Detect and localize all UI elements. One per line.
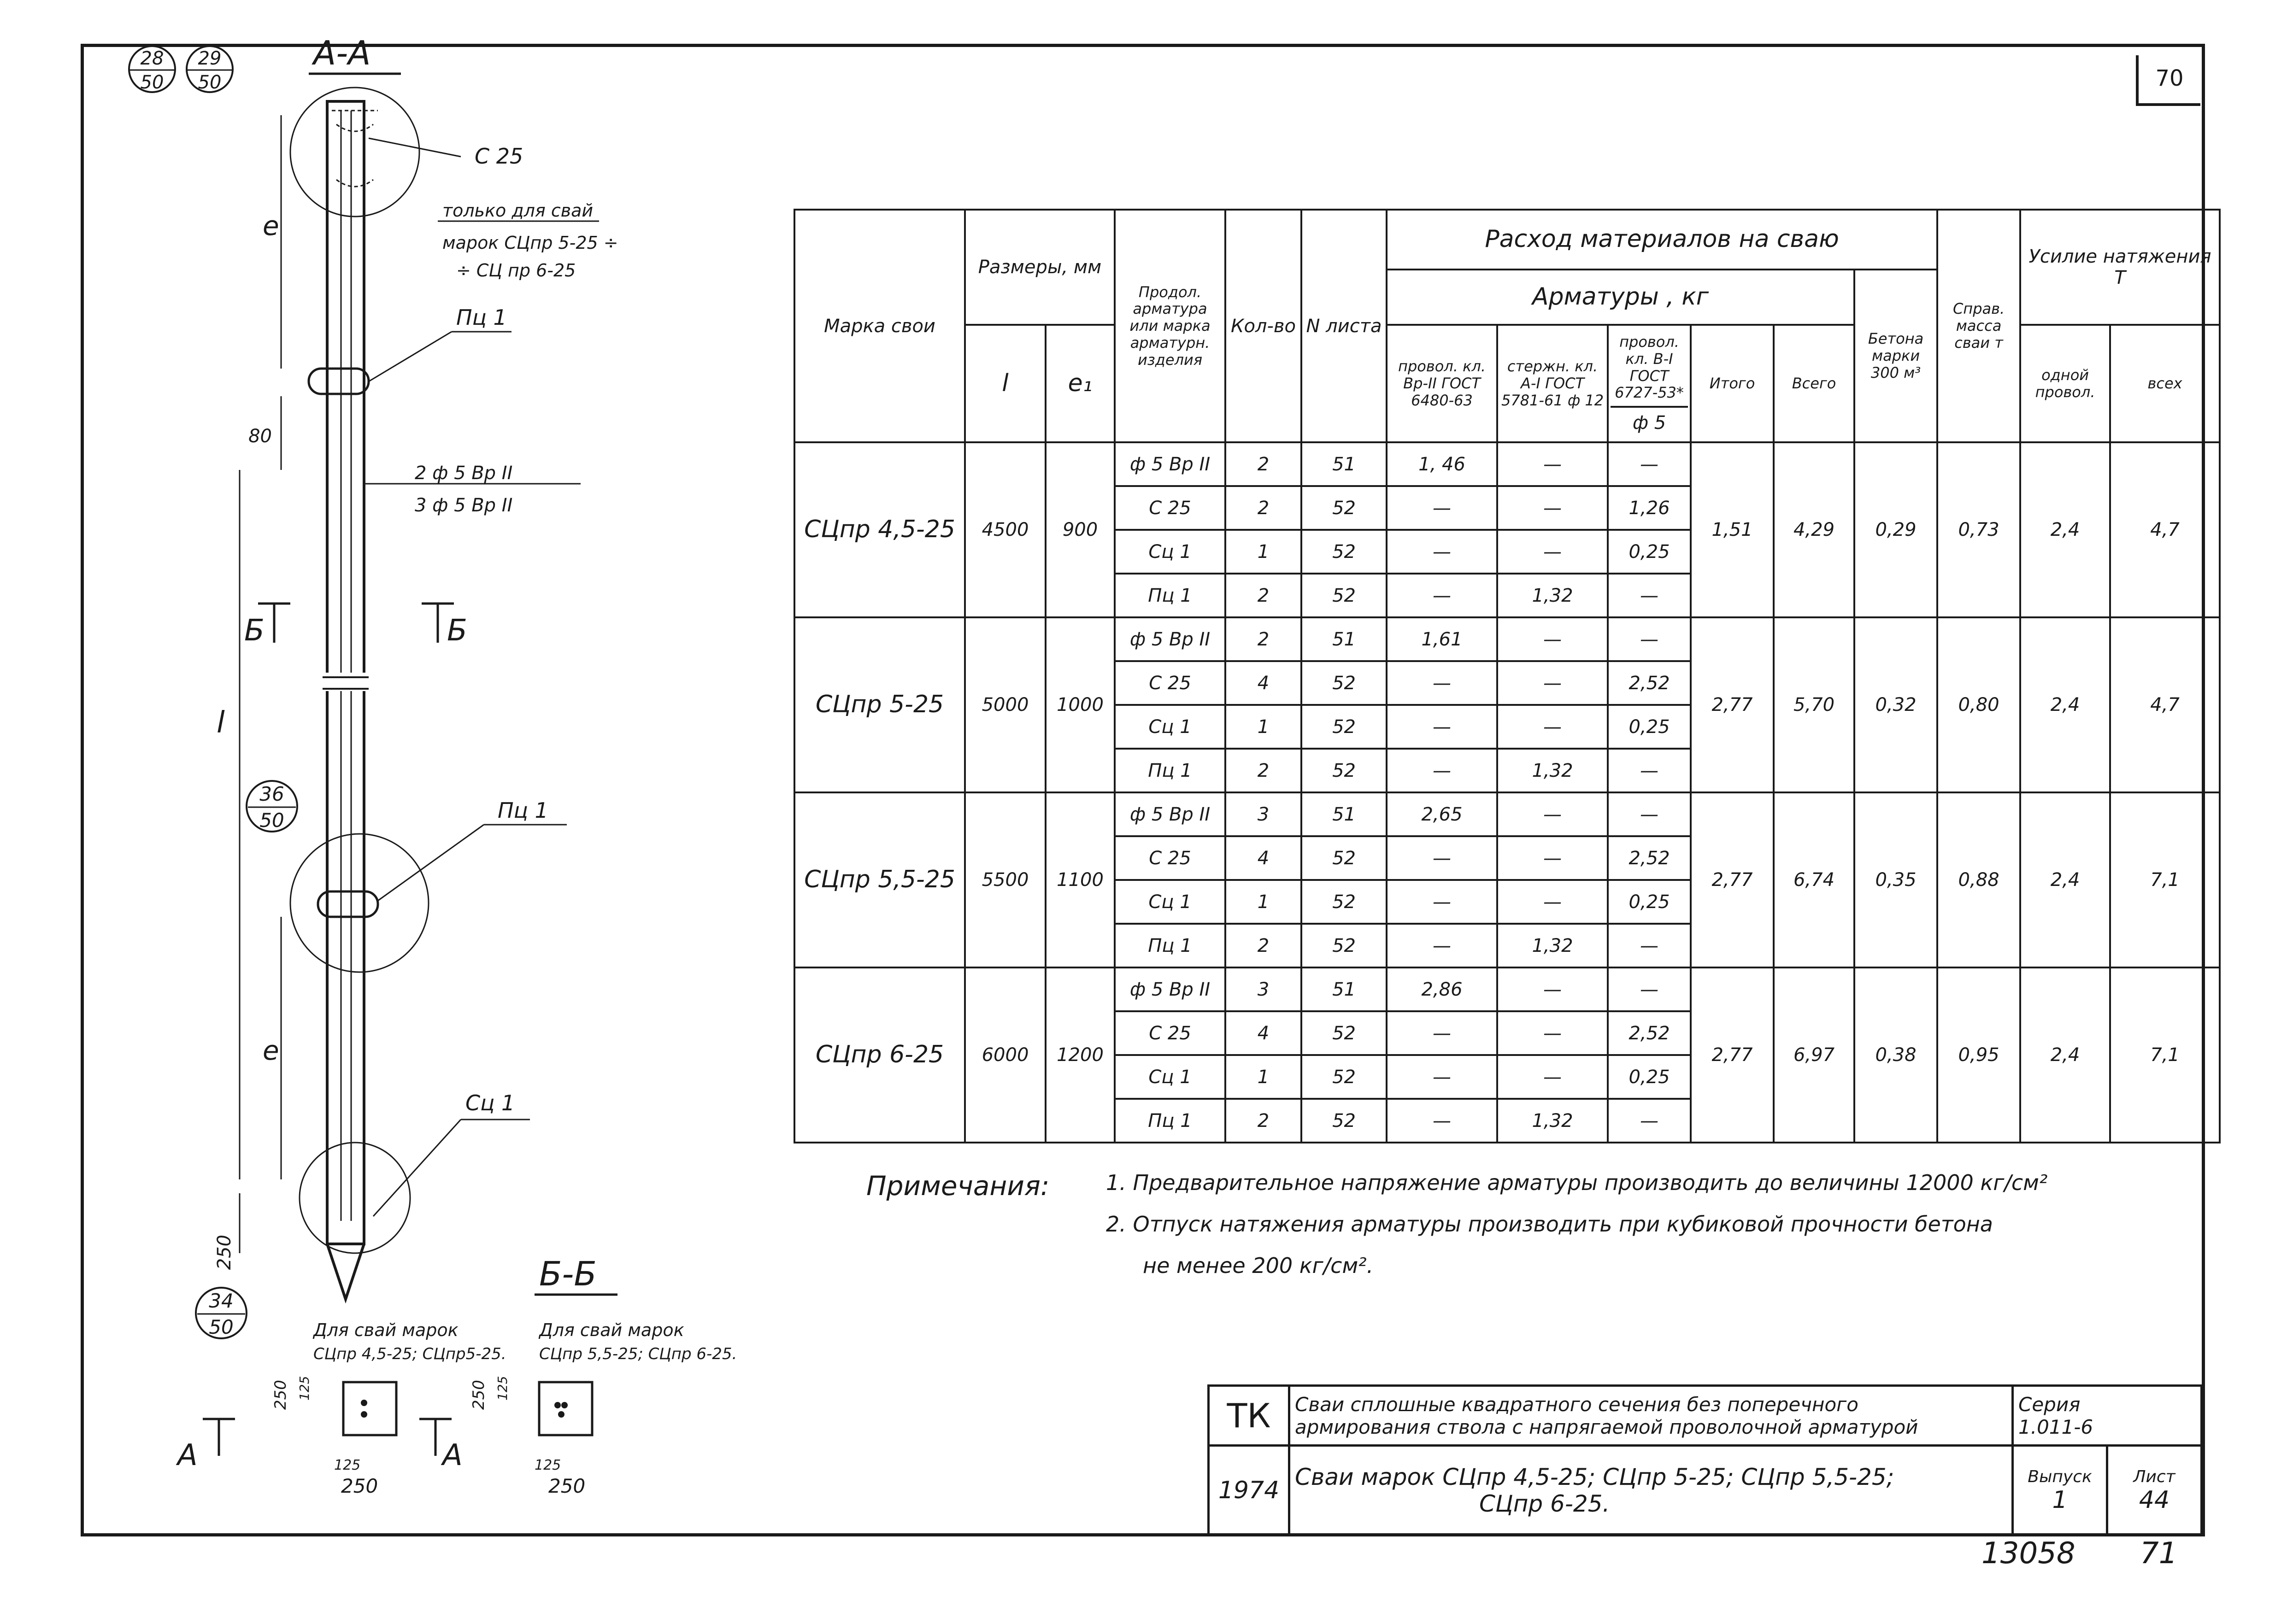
dim-e-top: e [263,210,279,241]
cell-wire: — [1387,530,1497,574]
sec2-dim-250: 250 [548,1475,586,1497]
cell-l: 6000 [965,967,1046,1143]
header-mark: Марка свои [794,210,965,442]
section-aa-title: А-А [313,34,371,72]
section1-caption-2: СЦпр 4,5-25; СЦпр5-25. [313,1345,506,1363]
cell-f5: 1,26 [1608,486,1691,530]
cell-mark: СЦпр 6-25 [794,967,965,1143]
cell-item: Сц 1 [1115,1055,1225,1099]
cell-rod: 1,32 [1497,924,1608,967]
cell-wire: 2,65 [1387,792,1497,836]
cell-qty: 2 [1225,486,1301,530]
cell-wire: — [1387,1055,1497,1099]
cell-f5: — [1608,749,1691,792]
dim-80: 80 [248,426,272,447]
cell-f5: 2,52 [1608,836,1691,880]
sheet-number: 70 [2155,65,2184,91]
cell-sheet: 52 [1301,1055,1387,1099]
header-wire: провол. кл. Вр-II ГОСТ 6480-63 [1387,325,1497,442]
cell-sheet: 52 [1301,661,1387,705]
cell-all: 7,1 [2110,967,2220,1143]
cell-vsego: 6,97 [1774,967,1854,1143]
cell-wire: — [1387,574,1497,617]
cell-qty: 4 [1225,1011,1301,1055]
cell-item: Пц 1 [1115,1099,1225,1143]
header-rod: стержн. кл. А-I ГОСТ 5781-61 ф 12 [1497,325,1608,442]
title-line-2: армирования ствола с напрягаемой проволочной арматурой [1295,1415,1918,1438]
cell-qty: 1 [1225,705,1301,749]
cell-item: Сц 1 [1115,880,1225,924]
cell-vsego: 5,70 [1774,617,1854,792]
cell-qty: 1 [1225,530,1301,574]
label-sts1: Сц 1 [465,1090,515,1115]
cell-concrete: 0,29 [1854,442,1937,617]
cell-item: С 25 [1115,661,1225,705]
note-line-2: 2. Отпуск натяжения арматуры производить при кубиковой прочности бетона [1106,1212,1993,1237]
cell-l: 4500 [965,442,1046,617]
cell-sheet: 52 [1301,486,1387,530]
note-line-1: 1. Предварительное напряжение арматуры производить до величины 12000 кг/см² [1106,1170,2048,1195]
cell-sheet: 52 [1301,1011,1387,1055]
cell-rod: — [1497,705,1608,749]
cell-rod: — [1497,617,1608,661]
org-code: ТК [1209,1386,1289,1446]
sheet-cell [2107,1446,2202,1536]
cell-wire: 1, 46 [1387,442,1497,486]
materials-table [794,209,2221,1143]
bubble-34-top: 34 [209,1290,234,1312]
bubble-36-bottom: 50 [259,809,284,832]
page-number: 71 [2140,1536,2178,1571]
cell-concrete: 0,32 [1854,617,1937,792]
cell-rod: — [1497,967,1608,1011]
cell-rod: 1,32 [1497,574,1608,617]
section2-caption-2: СЦпр 5,5-25; СЦпр 6-25. [539,1345,737,1363]
cell-f5: 0,25 [1608,1055,1691,1099]
cell-rod: — [1497,486,1608,530]
cell-sheet: 51 [1301,617,1387,661]
cell-l: 5000 [965,617,1046,792]
table-row [794,792,2220,836]
cell-rod: 1,32 [1497,749,1608,792]
header-sheet: N листа [1301,210,1387,442]
cell-sheet: 51 [1301,967,1387,1011]
cell-item: Пц 1 [1115,749,1225,792]
subtitle-line-1: Сваи марок СЦпр 4,5-25; СЦпр 5-25; СЦпр 5,5-25; [1295,1464,1894,1490]
bubble-36-50 [247,781,297,832]
bubble-29-bottom: 50 [198,72,222,93]
label-marks-1: марок СЦпр 5-25 ÷ [442,233,618,253]
cell-item: ф 5 Вр II [1115,967,1225,1011]
dim-e-bottom: e [263,1035,279,1066]
cell-rod: — [1497,442,1608,486]
note-line-3: не менее 200 кг/см². [1143,1253,1374,1278]
cell-rod: — [1497,880,1608,924]
cell-f5: — [1608,574,1691,617]
bubble-34-bottom: 50 [209,1316,234,1338]
label-marks-2: ÷ СЦ пр 6-25 [456,260,576,281]
cell-all: 4,7 [2110,617,2220,792]
header-tension: Усилие натяжения Т [2020,210,2220,325]
cell-e: 1100 [1046,792,1115,967]
cell-wire: — [1387,1011,1497,1055]
header-wire-b-label: провол. кл. В-I ГОСТ 6727-53* [1615,333,1684,402]
cell-itogo: 1,51 [1691,442,1774,617]
sec1-dim-250: 250 [341,1475,378,1497]
archive-number: 13058 [1981,1536,2075,1571]
series-cell [2013,1386,2202,1446]
cell-all: 7,1 [2110,792,2220,967]
cell-item: Сц 1 [1115,530,1225,574]
dim-l: l [217,706,225,740]
cell-all: 4,7 [2110,442,2220,617]
title-line-1: Сваи сплошные квадратного сечения без поперечного [1295,1393,1858,1416]
header-tension-all: всех [2110,325,2220,442]
cell-item: ф 5 Вр II [1115,442,1225,486]
mark-b-left: Б [244,614,265,648]
cell-rod: 1,32 [1497,1099,1608,1143]
sheet-value: 44 [2139,1486,2170,1514]
cell-vsego: 6,74 [1774,792,1854,967]
cell-concrete: 0,38 [1854,967,1937,1143]
header-tension-one: одной провол. [2020,325,2110,442]
cell-item: С 25 [1115,836,1225,880]
cell-rod: — [1497,661,1608,705]
cell-item: ф 5 Вр II [1115,617,1225,661]
header-vsego: Всего [1774,325,1854,442]
cell-e: 900 [1046,442,1115,617]
sec2-dim-125: 125 [535,1457,561,1473]
cell-one: 2,4 [2020,617,2110,792]
cell-rod: — [1497,792,1608,836]
bubble-28-50 [129,46,175,93]
cell-f5: 2,52 [1608,1011,1691,1055]
cell-mark: СЦпр 4,5-25 [794,442,965,617]
cell-mass: 0,88 [1937,792,2020,967]
cell-mark: СЦпр 5,5-25 [794,792,965,967]
label-rebar-1: 2 ф 5 Вр II [415,463,513,484]
header-sizes: Размеры, мм [965,210,1115,325]
cell-concrete: 0,35 [1854,792,1937,967]
archive-numbers [1981,1536,2177,1571]
pile-drawing [0,0,793,1520]
table-row [794,967,2220,1011]
section-bb-title: Б-Б [539,1255,597,1293]
mark-a-right: А [442,1438,463,1472]
header-qty: Кол-во [1225,210,1301,442]
label-pts1-lower: Пц 1 [498,798,548,823]
label-c25: С 25 [475,144,523,169]
sheet-label: Лист [2133,1467,2175,1486]
title-main [1289,1386,2013,1446]
cell-one: 2,4 [2020,442,2110,617]
section-square-1 [343,1382,396,1435]
issue-label: Выпуск [2028,1467,2092,1486]
cell-rod: — [1497,1055,1608,1099]
cell-f5: 2,52 [1608,661,1691,705]
cell-f5: — [1608,967,1691,1011]
cell-sheet: 52 [1301,836,1387,880]
cell-wire: 2,86 [1387,967,1497,1011]
bubble-34-50 [196,1288,247,1338]
cell-mass: 0,95 [1937,967,2020,1143]
cell-wire: — [1387,749,1497,792]
cell-f5: 0,25 [1608,880,1691,924]
sec1-dim-125: 125 [334,1457,361,1473]
cell-qty: 2 [1225,574,1301,617]
cell-vsego: 4,29 [1774,442,1854,617]
issue-value: 1 [2052,1486,2068,1514]
bubble-36-top: 36 [259,783,284,805]
cell-f5: 0,25 [1608,530,1691,574]
header-itogo: Итого [1691,325,1774,442]
cell-sheet: 51 [1301,792,1387,836]
cell-qty: 1 [1225,1055,1301,1099]
cell-f5: 0,25 [1608,705,1691,749]
cell-wire: — [1387,661,1497,705]
cell-itogo: 2,77 [1691,617,1774,792]
cell-item: С 25 [1115,486,1225,530]
subtitle-line-2: СЦпр 6-25. [1479,1490,1610,1517]
cell-mark: СЦпр 5-25 [794,617,965,792]
sec1-dim-125-v: 125 [297,1376,312,1401]
subtitle [1289,1446,2013,1536]
cell-qty: 3 [1225,792,1301,836]
section1-caption-1: Для свай марок [313,1320,459,1340]
label-only-for: только для свай [442,200,594,221]
cell-l: 5500 [965,792,1046,967]
cell-qty: 3 [1225,967,1301,1011]
cell-rod: — [1497,530,1608,574]
bubble-28-bottom: 50 [140,72,164,93]
cell-qty: 2 [1225,749,1301,792]
header-f5: ф 5 [1611,406,1688,434]
sec2-dim-250-v: 250 [470,1380,488,1410]
header-mass: Справ. масса сваи т [1937,210,2020,442]
cell-wire: — [1387,1099,1497,1143]
cell-sheet: 51 [1301,442,1387,486]
bubble-29-50 [187,46,233,93]
cell-f5: — [1608,792,1691,836]
cell-sheet: 52 [1301,749,1387,792]
header-wire-b [1608,325,1691,442]
cell-wire: — [1387,486,1497,530]
mark-b-right: Б [447,614,467,648]
title-block [1207,1384,2203,1536]
cell-sheet: 52 [1301,880,1387,924]
cell-qty: 2 [1225,1099,1301,1143]
section-square-2 [539,1382,592,1435]
cell-itogo: 2,77 [1691,792,1774,967]
header-prod: Продол. арматура или марка арматурн. изделия [1115,210,1225,442]
cell-e: 1200 [1046,967,1115,1143]
cell-sheet: 52 [1301,705,1387,749]
dim-250-tip: 250 [214,1235,235,1270]
cell-wire: — [1387,836,1497,880]
sheet-number-box [2136,55,2200,106]
cell-itogo: 2,77 [1691,967,1774,1143]
cell-item: Пц 1 [1115,924,1225,967]
bubble-28-top: 28 [140,48,164,69]
cell-f5: — [1608,924,1691,967]
bubble-29-top: 29 [198,48,222,69]
table-row [794,442,2220,486]
cell-item: Пц 1 [1115,574,1225,617]
year-cell: 1974 [1209,1446,1289,1536]
cell-wire: — [1387,705,1497,749]
table-row [794,617,2220,661]
cell-rod: — [1497,836,1608,880]
notes-label: Примечания: [866,1170,1050,1202]
cell-qty: 1 [1225,880,1301,924]
label-rebar-2: 3 ф 5 Вр II [415,495,513,516]
header-e: e₁ [1046,325,1115,442]
cell-rod: — [1497,1011,1608,1055]
cell-f5: — [1608,442,1691,486]
label-pts1-upper: Пц 1 [456,305,507,330]
cell-mass: 0,73 [1937,442,2020,617]
section2-caption-1: Для свай марок [539,1320,684,1340]
header-l: l [965,325,1046,442]
cell-sheet: 52 [1301,1099,1387,1143]
cell-one: 2,4 [2020,967,2110,1143]
cell-f5: — [1608,1099,1691,1143]
cell-qty: 2 [1225,442,1301,486]
issue-cell [2013,1446,2107,1536]
header-rebar: Арматуры , кг [1387,270,1854,325]
cell-wire: — [1387,880,1497,924]
cell-item: С 25 [1115,1011,1225,1055]
cell-mass: 0,80 [1937,617,2020,792]
series-value: 1.011-6 [2018,1415,2093,1438]
cell-item: ф 5 Вр II [1115,792,1225,836]
mark-a-left: А [177,1438,198,1472]
sec1-dim-250-v: 250 [271,1380,290,1410]
cell-qty: 4 [1225,661,1301,705]
cell-item: Сц 1 [1115,705,1225,749]
cell-qty: 2 [1225,617,1301,661]
series-label: Серия [2018,1393,2081,1416]
cell-f5: — [1608,617,1691,661]
cell-sheet: 52 [1301,924,1387,967]
cell-wire: 1,61 [1387,617,1497,661]
cell-sheet: 52 [1301,574,1387,617]
cell-qty: 2 [1225,924,1301,967]
sec2-dim-125-v: 125 [495,1376,510,1401]
header-concrete: Бетона марки 300 м³ [1854,270,1937,442]
cell-e: 1000 [1046,617,1115,792]
cell-one: 2,4 [2020,792,2110,967]
cell-sheet: 52 [1301,530,1387,574]
cell-qty: 4 [1225,836,1301,880]
header-consumption: Расход материалов на сваю [1387,210,1937,270]
cell-wire: — [1387,924,1497,967]
